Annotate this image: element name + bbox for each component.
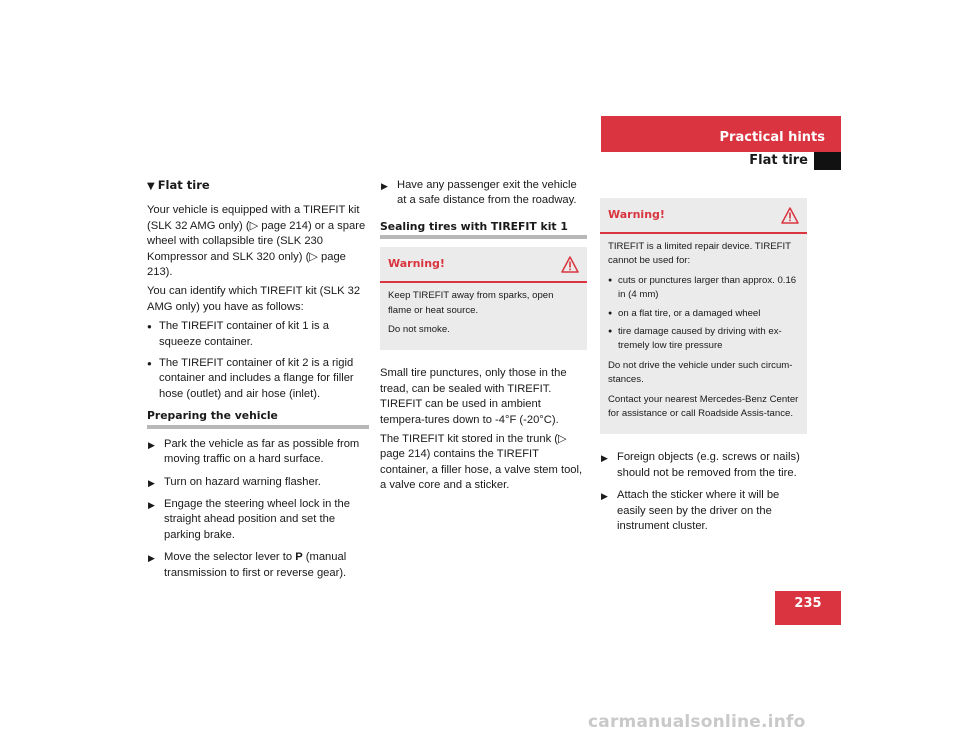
subsection-marker: [814, 152, 841, 170]
paragraph: The TIREFIT kit stored in the trunk (▷ page 214) contains the TIREFIT container, a filler hose, a valve stem tool, a valve core and a sticker.: [380, 433, 583, 492]
warning-paragraph: Do not drive the vehicle under such circum-stances.: [608, 359, 793, 386]
warning-intro: TIREFIT is a limited repair device. TIREFIT cannot be used for:: [608, 241, 791, 267]
warning-triangle-icon: [781, 207, 799, 224]
step-arrow-icon: ▶: [601, 453, 608, 464]
bullet-icon: ●: [147, 322, 152, 332]
list-item: ▶ Foreign objects (e.g. screws or nails) should not be removed from the tire.: [601, 451, 800, 479]
section-heading-preparing: Preparing the vehicle: [147, 408, 369, 428]
warning-list: [608, 274, 799, 354]
bullet-icon: ●: [608, 276, 613, 284]
column-3: [600, 178, 807, 542]
list-item: ▶ Turn on hazard warning flasher.: [147, 475, 369, 490]
bullet-icon: ●: [608, 309, 613, 317]
subsection-title: Flat tire: [749, 153, 808, 168]
intro-paragraph: Your vehicle is equipped with a TIREFIT kit (SLK 32 AMG only) (▷ page 214) or a spare wheel with collapsible tire (SLK 230 Kompressor and SLK 320 only) (▷ page 213).: [147, 204, 366, 279]
step-list: [600, 450, 807, 534]
warning-header: [600, 198, 807, 234]
warning-header: [380, 247, 587, 283]
list-item: ▶ Move the selector lever to P (manual transmission to first or reverse gear).: [148, 551, 347, 579]
list-item: ▶ Attach the sticker where it will be easily seen by the driver on the instrument cluster.: [601, 489, 780, 533]
step-list: [147, 437, 369, 581]
step-arrow-icon: ▶: [148, 477, 155, 488]
column-1: [147, 178, 369, 588]
step-arrow-icon: ▶: [381, 181, 388, 191]
column-2: [380, 178, 587, 498]
warning-box: [380, 247, 587, 350]
list-item: ● The TIREFIT container of kit 2 is a rigid container and includes a flange for filler hose (outlet) and air hose (inlet).: [147, 357, 354, 400]
section-title: Practical hints: [719, 130, 825, 145]
paragraph: Small tire punctures, only those in the tread, can be sealed with TIREFIT. TIREFIT can be used in ambient tempera-tures down to -4°F (-20°C).: [380, 367, 567, 426]
section-heading-sealing: Sealing tires with TIREFIT kit 1: [380, 219, 587, 239]
bullet-icon: ●: [147, 359, 152, 369]
warning-paragraph: Contact your nearest Mercedes-Benz Center for assistance or call Roadside Assis-tance.: [608, 393, 799, 420]
list-item: ● The TIREFIT container of kit 1 is a squeeze container.: [147, 320, 329, 348]
kit-list: [147, 319, 369, 402]
main-title: ▼ Flat tire: [147, 178, 210, 192]
list-item: ▶ Engage the steering wheel lock in the straight ahead position and set the parking brake.: [148, 497, 350, 541]
section-triangle-icon: ▼: [147, 181, 155, 192]
list-item: ● on a flat tire, or a damaged wheel: [608, 307, 799, 321]
bullet-icon: ●: [608, 328, 613, 336]
page-number: 235: [775, 591, 841, 625]
step-arrow-icon: ▶: [148, 439, 155, 450]
step-arrow-icon: ▶: [148, 553, 155, 564]
warning-line: Keep TIREFIT away from sparks, open flame or heat source.: [388, 290, 554, 316]
warning-box: [600, 198, 807, 434]
step-arrow-icon: ▶: [601, 491, 608, 502]
step-list: [380, 178, 587, 209]
warning-line: Do not smoke.: [388, 324, 450, 336]
identify-paragraph: You can identify which TIREFIT kit (SLK 32 AMG only) you have as follows:: [147, 285, 361, 313]
warning-title: Warning!: [608, 207, 665, 221]
warning-title: Warning!: [388, 257, 445, 271]
watermark: carmanualsonline.info: [588, 712, 806, 732]
list-item: ● tire damage caused by driving with ex-tremely low tire pressure: [608, 326, 782, 352]
warning-triangle-icon: [561, 256, 579, 273]
header-band: [601, 116, 841, 152]
list-item: ▶ Park the vehicle as far as possible from moving traffic on a hard surface.: [148, 437, 360, 466]
list-item: ▶ Have any passenger exit the vehicle at a safe distance from the roadway.: [381, 179, 577, 207]
step-arrow-icon: ▶: [148, 499, 155, 510]
list-item: ● cuts or punctures larger than approx. 0.16 in (4 mm): [608, 274, 797, 301]
